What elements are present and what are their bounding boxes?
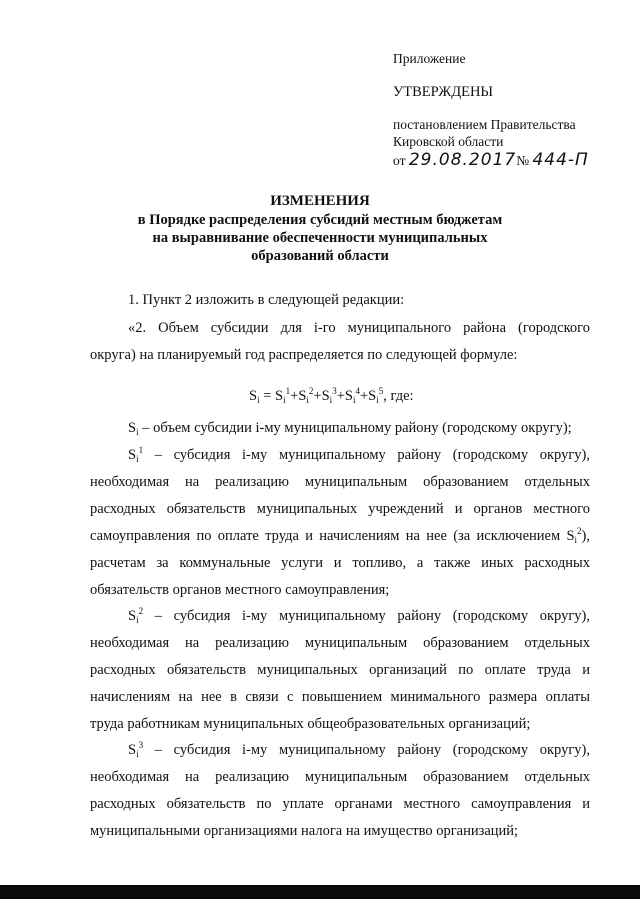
paragraph-2-line-1: «2. Объем субсидии для i-го муниципального района (городского — [128, 320, 590, 336]
title-line-2: на выравнивание обеспеченности муниципальных — [152, 230, 488, 246]
si1-line-6: обязательств органов местного самоуправления; — [90, 582, 390, 598]
si3-line-2: необходимая на реализацию муниципальным образованием отдельных — [90, 769, 590, 785]
decree-date-line — [393, 150, 589, 170]
item-1: 1. Пункт 2 изложить в следующей редакции: — [128, 292, 405, 308]
appendix-label: Приложение — [393, 51, 466, 66]
decree-line-2: Кировской области — [393, 134, 504, 149]
si2-line-4: начислениям на нее в связи с повышением минимального размера оплаты — [90, 689, 590, 705]
date-prefix: от — [393, 153, 406, 168]
si2-line-3: расходных обязательств муниципальных организаций по оплате труда и — [90, 662, 590, 678]
si1-line-5: расчетам за коммунальные услуги и топливо, а также иных расходных — [90, 555, 590, 571]
si1-line-2: необходимая на реализацию муниципальным образованием отдельных — [90, 474, 590, 490]
si2-line-5: труда работникам муниципальных общеобразовательных организаций; — [90, 716, 531, 732]
si1-line-4: самоуправления по оплате труда и начислениям на нее (за исключением $S_i^2$), — [90, 526, 590, 545]
handwritten-number: 444-П — [532, 150, 589, 170]
si2-line-2: необходимая на реализацию муниципальным образованием отдельных — [90, 635, 590, 651]
handwritten-date: 29.08.2017 — [408, 150, 517, 170]
paragraph-2-line-2: округа) на планируемый год распределяется по следующей формуле: — [90, 347, 518, 363]
title-line-1: в Порядке распределения субсидий местным бюджетам — [137, 212, 503, 228]
scan-edge-bar — [0, 885, 640, 899]
title-line-3: образований области — [251, 248, 389, 264]
approved-label: УТВЕРЖДЕНЫ — [393, 84, 494, 100]
decree-line-1: постановлением Правительства — [393, 117, 576, 132]
number-prefix: № — [516, 153, 530, 168]
definition-si: $S_i$ – объем субсидии i-му муниципальному району (городскому округу); — [128, 420, 572, 437]
si1-line-3: расходных обязательств муниципальных учреждений и органов местного — [90, 501, 590, 517]
si3-line-4: муниципальными организациями налога на имущество организаций; — [90, 823, 519, 839]
si3-line-1: $S_i^3$ – субсидия i-му муниципальному району (городскому округу), — [128, 740, 590, 759]
si1-line-1: $S_i^1$ – субсидия i-му муниципальному району (городскому округу), — [128, 445, 590, 464]
si3-line-3: расходных обязательств по уплате органами местного самоуправления и — [90, 796, 590, 812]
formula: $S_i = S_i^1+S_i^2+S_i^3+S_i^4+S_i^5$, где: — [249, 386, 414, 405]
document-title: ИЗМЕНЕНИЯ — [270, 193, 370, 209]
si2-line-1: $S_i^2$ – субсидия i-му муниципальному району (городскому округу), — [128, 606, 590, 625]
